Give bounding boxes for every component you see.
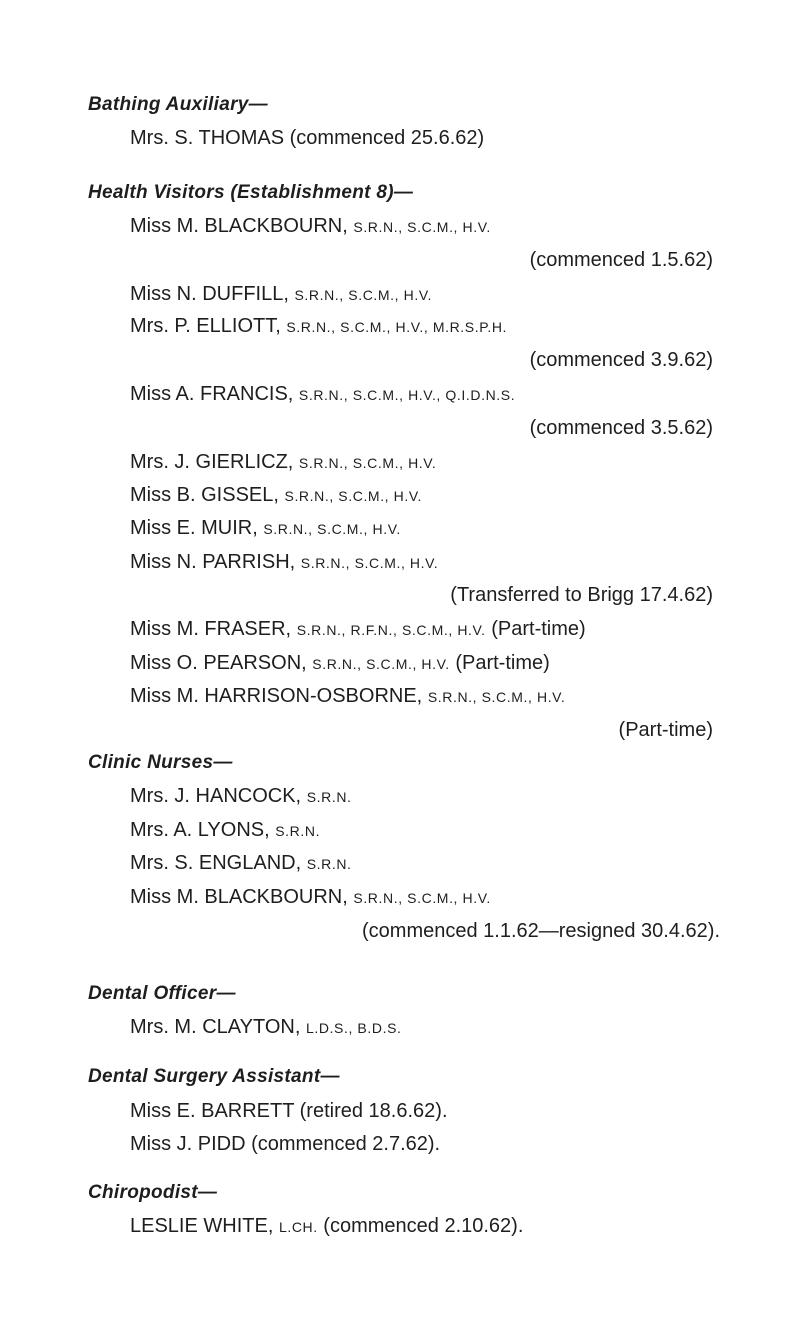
staff-name: Miss N. PARRISH, xyxy=(130,551,296,573)
staff-line-white xyxy=(130,1215,523,1238)
staff-line-blackbourn xyxy=(130,215,491,238)
staff-name: Miss M. FRASER, xyxy=(130,618,292,640)
staff-line-elliott xyxy=(130,315,507,338)
staff-line-francis xyxy=(130,383,515,406)
staff-line-barrett: Miss E. BARRETT (retired 18.6.62). xyxy=(130,1100,448,1122)
section-heading-bathing-auxiliary: Bathing Auxiliary— xyxy=(88,94,268,115)
staff-name: Miss B. GISSEL, xyxy=(130,484,279,506)
staff-name: Miss M. HARRISON-OSBORNE, xyxy=(130,685,423,707)
staff-line-pidd: Miss J. PIDD (commenced 2.7.62). xyxy=(130,1133,441,1155)
staff-line-thomas: Mrs. S. THOMAS (commenced 25.6.62) xyxy=(130,127,485,149)
staff-line-hancock xyxy=(130,785,352,808)
staff-note: (Part-time) xyxy=(491,618,586,640)
staff-qualifications: S.R.N., S.C.M., H.V. xyxy=(300,555,439,571)
staff-line-clayton xyxy=(130,1016,402,1039)
staff-name: Mrs. A. LYONS, xyxy=(130,819,270,841)
staff-qualifications: S.R.N., S.C.M., H.V. xyxy=(353,219,491,235)
staff-qualifications: S.R.N., S.C.M., H.V. xyxy=(294,287,432,303)
staff-line-england xyxy=(130,852,352,875)
staff-line-gissel xyxy=(130,484,422,507)
staff-line-lyons xyxy=(130,819,320,842)
staff-name: Miss M. BLACKBOURN, xyxy=(130,886,348,908)
staff-name: Miss E. MUIR, xyxy=(130,517,258,539)
staff-line-fraser xyxy=(130,618,586,641)
staff-name: Mrs. S. ENGLAND, xyxy=(130,852,302,874)
staff-line-muir xyxy=(130,517,401,540)
staff-name: Miss A. FRANCIS, xyxy=(130,383,294,405)
staff-name: LESLIE WHITE, xyxy=(130,1215,274,1237)
staff-qualifications: S.R.N., S.C.M., H.V., M.R.S.P.H. xyxy=(286,319,508,335)
staff-note: (commenced 1.5.62) xyxy=(529,249,713,271)
staff-line-parrish xyxy=(130,551,438,574)
staff-name: Mrs. J. GIERLICZ, xyxy=(130,451,294,473)
staff-line-duffill xyxy=(130,283,432,306)
staff-note: (commenced 3.5.62) xyxy=(529,417,713,439)
staff-qualifications: S.R.N., S.C.M., H.V. xyxy=(298,455,437,471)
staff-qualifications: S.R.N., S.C.M., H.V. xyxy=(284,488,423,504)
staff-qualifications: L.D.S., B.D.S. xyxy=(305,1020,402,1036)
staff-qualifications: L.CH. xyxy=(278,1219,318,1235)
staff-line-harrison-osborne xyxy=(130,685,565,708)
staff-line-pearson xyxy=(130,652,550,675)
section-heading-clinic-nurses: Clinic Nurses— xyxy=(88,752,233,773)
staff-name: Miss O. PEARSON, xyxy=(130,652,307,674)
staff-name: Mrs. J. HANCOCK, xyxy=(130,785,302,807)
staff-qualifications: S.R.N., S.C.M., H.V. xyxy=(353,890,491,906)
staff-qualifications: S.R.N. xyxy=(306,856,352,872)
staff-note: (commenced 3.9.62) xyxy=(529,349,713,371)
staff-qualifications: S.R.N. xyxy=(306,789,352,805)
section-heading-chiropodist: Chiropodist— xyxy=(88,1182,218,1203)
section-heading-health-visitors: Health Visitors (Establishment 8)— xyxy=(88,182,414,203)
staff-name: Miss M. BLACKBOURN, xyxy=(130,215,348,237)
section-heading-dental-officer: Dental Officer— xyxy=(88,983,236,1004)
staff-note: (commenced 1.1.62—resigned 30.4.62). xyxy=(362,920,720,942)
staff-qualifications: S.R.N., S.C.M., H.V. xyxy=(427,689,566,705)
staff-qualifications: S.R.N. xyxy=(275,823,321,839)
staff-note: (Part-time) xyxy=(455,652,550,674)
staff-qualifications: S.R.N., R.F.N., S.C.M., H.V. xyxy=(296,622,486,638)
staff-line-blackbourn-clinic xyxy=(130,886,491,909)
staff-qualifications: S.R.N., S.C.M., H.V. xyxy=(312,656,450,672)
staff-line-gierlicz xyxy=(130,451,436,474)
staff-name: Mrs. P. ELLIOTT, xyxy=(130,315,281,337)
staff-note: (Part-time) xyxy=(618,719,713,741)
staff-note: (commenced 2.10.62). xyxy=(323,1215,524,1237)
section-heading-dental-surgery-assistant: Dental Surgery Assistant— xyxy=(88,1066,340,1087)
staff-name: Mrs. M. CLAYTON, xyxy=(130,1016,301,1038)
staff-name: Miss N. DUFFILL, xyxy=(130,283,289,305)
staff-qualifications: S.R.N., S.C.M., H.V., Q.I.D.N.S. xyxy=(298,387,516,403)
staff-note: (Transferred to Brigg 17.4.62) xyxy=(450,584,713,606)
staff-qualifications: S.R.N., S.C.M., H.V. xyxy=(263,521,401,537)
